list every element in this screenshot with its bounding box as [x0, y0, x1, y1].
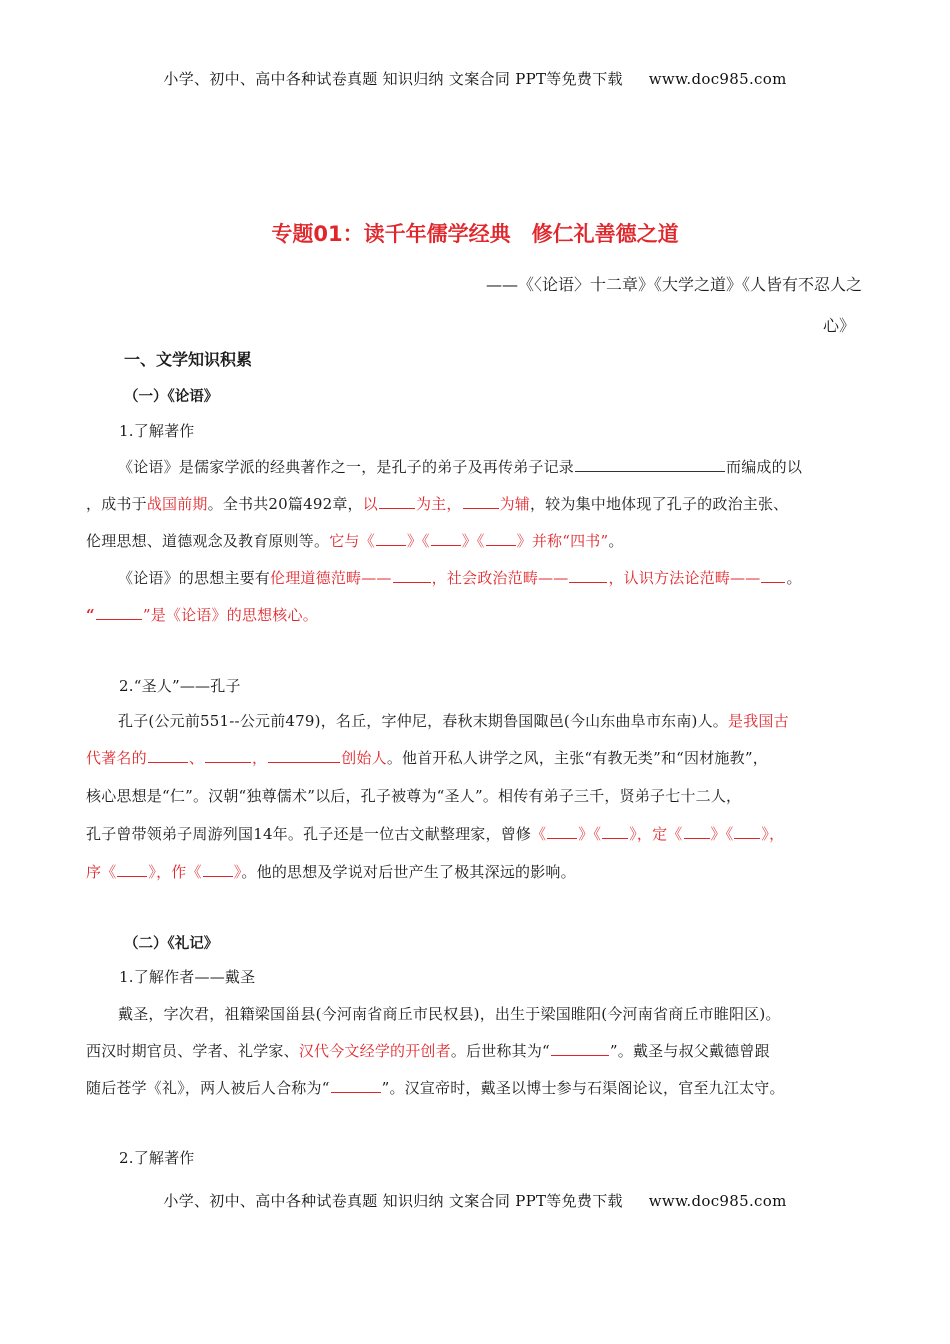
page-title: 专题01：读千年儒学经典 修仁礼善德之道 — [271, 222, 679, 246]
confucius-line-3: 核心思想是“仁”。汉朝“独尊儒术”以后，孔子被尊为“圣人”。相传有弟子三千，贤弟子七十二人， — [86, 787, 742, 805]
fill-blank — [684, 824, 710, 839]
text-span: 。全书共20篇492章， — [207, 495, 363, 513]
text-span: 《论语》是儒家学派的经典著作之一，是孔子的弟子及再传弟子记录 — [118, 458, 575, 476]
text-span: ”。戴圣与叔父戴德曾跟 — [609, 1042, 770, 1060]
subsection-heading-lunyu: （一）《论语》 — [124, 389, 219, 405]
text-span: 。后世称其为“ — [450, 1042, 550, 1060]
header-text: 小学、初中、高中各种试卷真题 知识归纳 文案合同 PPT等免费下载 — [163, 70, 623, 88]
subsection-heading-liji: （二）《礼记》 — [124, 936, 219, 952]
fill-blank — [331, 1078, 381, 1093]
footer-text: 小学、初中、高中各种试卷真题 知识归纳 文案合同 PPT等免费下载 — [163, 1192, 623, 1210]
text-span: 《论语》的思想主要有 — [118, 569, 271, 587]
answer-text: 代著名的 — [86, 749, 147, 767]
footer-url[interactable]: www.doc985.com — [648, 1192, 787, 1210]
fill-blank — [569, 568, 607, 583]
answer-text: 《 — [531, 825, 547, 843]
fill-blank — [379, 494, 415, 509]
lunyu-para-line-1 — [118, 456, 802, 477]
answer-text: 》《 — [578, 825, 602, 843]
fill-blank — [376, 531, 406, 546]
answer-text: ， — [252, 749, 268, 767]
text-span: 西汉时期官员、学者、礼学家、 — [86, 1042, 299, 1060]
answer-text: ，社会政治范畴—— — [431, 569, 569, 587]
daisheng-line-3 — [86, 1077, 785, 1098]
answer-text: 汉代今文经学的开创者 — [298, 1042, 451, 1060]
answer-text: 它与《 — [329, 532, 375, 550]
fill-blank — [205, 748, 251, 763]
liji-sub1: 1.了解作者——戴圣 — [119, 968, 256, 986]
header-url[interactable]: www.doc985.com — [648, 70, 787, 88]
lunyu-para-line-4 — [118, 567, 802, 588]
confucius-line-1 — [118, 710, 789, 731]
subtitle-line-2: 心》 — [822, 316, 855, 335]
fill-blank — [575, 457, 725, 472]
text-span: ”。汉宣帝时，戴圣以博士参与石渠阁论议，官至九江太守。 — [381, 1079, 785, 1097]
text-span: 。他的思想及学说对后世产生了极其深远的影响。 — [241, 863, 576, 881]
page-header — [0, 68, 950, 89]
fill-blank — [393, 568, 431, 583]
text-span: 而编成的以 — [726, 458, 803, 476]
answer-text: 伦理道德范畴—— — [270, 569, 392, 587]
fill-blank — [148, 748, 188, 763]
text-span: ，成书于 — [86, 495, 147, 513]
answer-text: 》并称“四书” — [516, 532, 609, 550]
confucius-line-5 — [86, 861, 576, 882]
fill-blank — [761, 568, 785, 583]
daisheng-line-2 — [86, 1040, 770, 1061]
confucius-line-4 — [86, 823, 784, 844]
fill-blank — [734, 824, 760, 839]
subtitle-line-1: ——《〈论语〉十二章》《大学之道》《人皆有不忍人之 — [485, 275, 862, 294]
text-span: 孔子(公元前551--公元前479)，名丘，字仲尼，春秋末期鲁国陬邑(今山东曲阜市东南)人。 — [118, 712, 729, 730]
answer-text: 》《 — [710, 825, 734, 843]
section-heading: 一、文学知识积累 — [124, 350, 253, 369]
fill-blank — [486, 531, 516, 546]
text-span: 。 — [786, 569, 802, 587]
liji-sub2: 2.了解著作 — [119, 1149, 195, 1167]
text-span: 孔子曾带领弟子周游列国14年。孔子还是一位古文献整理家，曾修 — [86, 825, 532, 843]
answer-text: 》，作《 — [148, 863, 202, 881]
fill-blank — [117, 862, 147, 877]
answer-text: 创始人 — [341, 749, 387, 767]
lunyu-sub2: 2.“圣人”——孔子 — [119, 677, 241, 695]
answer-text: 》，定《 — [629, 825, 683, 843]
answer-text: 》《 — [461, 532, 485, 550]
answer-text: 序《 — [86, 863, 117, 881]
text-span: ，较为集中地体现了孔子的政治主张、 — [529, 495, 789, 513]
fill-blank — [96, 605, 142, 620]
answer-text: “ — [86, 606, 95, 624]
page-footer — [0, 1190, 950, 1211]
fill-blank — [463, 494, 499, 509]
text-span: 。他首开私人讲学之风，主张“有教无类”和“因材施教”， — [386, 749, 768, 767]
fill-blank — [268, 748, 340, 763]
lunyu-para-line-2 — [86, 493, 788, 514]
answer-text: 》 — [233, 863, 242, 881]
answer-text: 为主， — [415, 495, 462, 513]
daisheng-line-1: 戴圣，字次君，祖籍梁国甾县(今河南省商丘市民权县)，出生于梁国睢阳(今河南省商丘市睢阳区)。 — [118, 1005, 781, 1023]
lunyu-para-line-5 — [86, 604, 318, 625]
answer-text: 、 — [188, 749, 205, 767]
answer-text: ，认识方法论范畴—— — [608, 569, 761, 587]
answer-text: 是我国古 — [728, 712, 789, 730]
answer-text: 》《 — [406, 532, 430, 550]
answer-text: 战国前期 — [146, 495, 208, 513]
lunyu-para-line-3 — [86, 530, 624, 551]
fill-blank — [431, 531, 461, 546]
lunyu-sub1: 1.了解著作 — [119, 422, 195, 440]
answer-text: 》， — [761, 825, 785, 843]
text-span: 伦理思想、道德观念及教育原则等。 — [86, 532, 330, 550]
fill-blank — [551, 1041, 609, 1056]
text-span: 随后苍学《礼》，两人被后人合称为“ — [86, 1079, 330, 1097]
answer-text: 为辅 — [499, 495, 530, 513]
fill-blank — [602, 824, 628, 839]
fill-blank — [547, 824, 577, 839]
answer-text: ”是《论语》的思想核心。 — [142, 606, 318, 624]
confucius-line-2 — [86, 747, 768, 768]
answer-text: 以 — [362, 495, 378, 513]
text-span: 。 — [608, 532, 624, 550]
fill-blank — [203, 862, 233, 877]
